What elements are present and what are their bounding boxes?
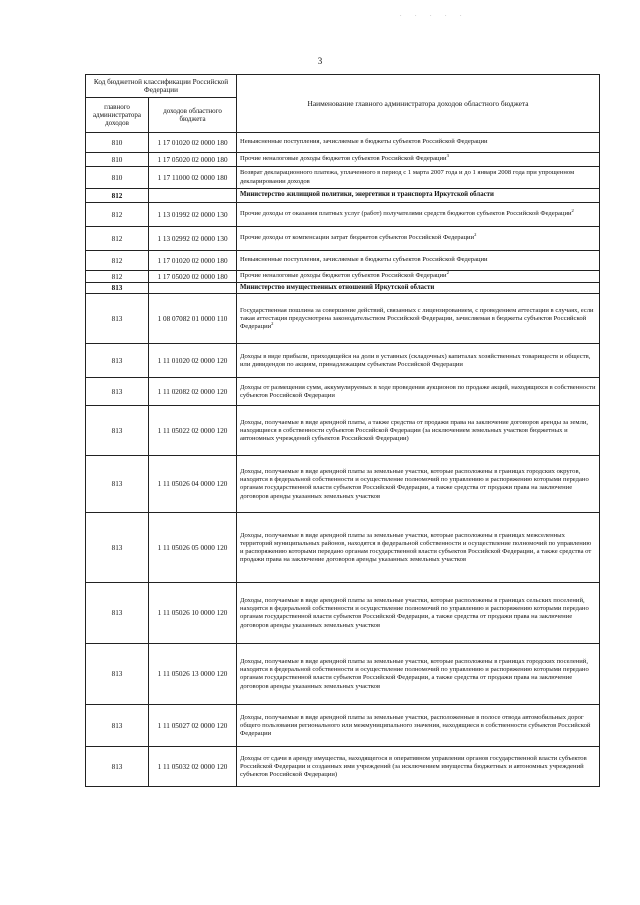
revenue-name-cell bbox=[237, 251, 600, 271]
scan-artifact: . . . . . bbox=[400, 12, 468, 18]
revenue-name-text: Министерство жилищной политики, энергетики и транспорта Иркутской области bbox=[240, 191, 494, 199]
revenue-name-cell bbox=[237, 294, 600, 344]
revenue-name-text: Доходы от размещения сумм, аккумулируемых в ходе проведения аукционов по продаже акций, находящихся в собственности субъектов Российской Федерации bbox=[240, 383, 596, 399]
revenue-name-text: Доходы, получаемые в виде арендной платы за земельные участки, расположенные в полосе отвода автомобильных дорог общего пользования регионального или межмуниципального значения, находящиеся в собственности субъектов Российской Федерации bbox=[240, 713, 591, 737]
revenue-name-cell bbox=[237, 344, 600, 378]
admin-code-cell: 810 bbox=[86, 133, 149, 153]
revenue-name-cell bbox=[237, 153, 600, 167]
admin-code-cell: 813 bbox=[86, 378, 149, 406]
revenue-code-cell bbox=[149, 189, 237, 203]
revenue-name-text: Доходы, получаемые в виде арендной платы, а также средства от продажи права на заключение договоров аренды за земли, находящиеся в собственности субъектов Российской Федерации (за исключением земельных участков бюджетных и автономных учреждений субъектов Российской Федерации) bbox=[240, 418, 589, 442]
admin-code-cell: 813 bbox=[86, 406, 149, 456]
table-row bbox=[86, 251, 600, 271]
revenue-name-text: Доходы, получаемые в виде арендной платы за земельные участки, которые расположены в границах сельских поселений, находятся в федеральной собственности и осуществление полномочий по управлению и распоряжению которыми передано органам государственной власти субъектов Российской Федерации, а также средства от продажи права на заключение договоров аренды указанных земельных участков bbox=[240, 597, 589, 629]
revenue-code-cell: 1 11 01020 02 0000 120 bbox=[149, 344, 237, 378]
revenue-name-cell bbox=[237, 406, 600, 456]
revenue-name-cell bbox=[237, 133, 600, 153]
revenue-code-cell: 1 17 05020 02 0000 180 bbox=[149, 271, 237, 283]
revenue-code-cell: 1 17 05020 02 0000 180 bbox=[149, 153, 237, 167]
table-row bbox=[86, 227, 600, 251]
revenue-name-text: Доходы, получаемые в виде арендной платы за земельные участки, которые расположены в границах межселенных территорий муниципальных районов, находятся в федеральной собственности и осуществление полномочий по управлению и распоряжению которыми передано органам государственной власти субъектов Российской Федерации, а также средства от продажи права на заключение договоров аренды указанных земельных участков bbox=[240, 531, 592, 564]
revenue-code-cell: 1 11 05026 05 0000 120 bbox=[149, 513, 237, 583]
revenue-code-cell: 1 11 05026 10 0000 120 bbox=[149, 583, 237, 644]
admin-code-cell: 813 bbox=[86, 583, 149, 644]
admin-code-cell: 813 bbox=[86, 294, 149, 344]
revenue-name-text: Государственная пошлина за совершение действий, связанных с лицензированием, с проведением аттестации в случаях, если такая аттестация предусмотрена законодательством Российской Федерации, зачисляемая в бюджеты субъектов Российской Федерации bbox=[240, 306, 594, 330]
admin-code-cell: 812 bbox=[86, 203, 149, 227]
revenue-name-text: Доходы от сдачи в аренду имущества, находящегося в оперативном управлении органов государственной власти субъектов Российской Федерации и созданных ими учреждений (за исключением имущества бюджетных и автономных учреждений субъектов Российской Федерации) bbox=[240, 754, 587, 778]
section-title bbox=[237, 189, 600, 203]
revenue-name-cell bbox=[237, 513, 600, 583]
revenue-name-cell bbox=[237, 167, 600, 189]
revenue-code-cell: 1 17 01020 02 0000 180 bbox=[149, 251, 237, 271]
table-row bbox=[86, 456, 600, 513]
admin-code-cell: 813 bbox=[86, 747, 149, 787]
revenue-name-cell bbox=[237, 747, 600, 787]
revenue-code-cell: 1 11 05026 04 0000 120 bbox=[149, 456, 237, 513]
admin-code-cell: 810 bbox=[86, 167, 149, 189]
table-row bbox=[86, 153, 600, 167]
revenue-code-cell: 1 17 11000 02 0000 180 bbox=[149, 167, 237, 189]
revenue-name-cell bbox=[237, 227, 600, 251]
revenue-code-cell bbox=[149, 283, 237, 294]
revenue-name-text: Невыясненные поступления, зачисляемые в бюджеты субъектов Российской Федерации bbox=[240, 138, 488, 146]
section-title bbox=[237, 283, 600, 294]
budget-revenue-table bbox=[85, 74, 600, 787]
revenue-code-cell: 1 11 05027 02 0000 120 bbox=[149, 705, 237, 747]
revenue-name-cell bbox=[237, 644, 600, 705]
admin-code-cell: 813 bbox=[86, 705, 149, 747]
revenue-code-cell: 1 11 05022 02 0000 120 bbox=[149, 406, 237, 456]
revenue-name-text: Прочие доходы от компенсации затрат бюджетов субъектов Российской Федерации bbox=[240, 234, 475, 242]
table-row bbox=[86, 747, 600, 787]
table-row bbox=[86, 294, 600, 344]
revenue-name-text: Прочие доходы от оказания платных услуг (работ) получателями средств бюджетов субъектов Российской Федерации bbox=[240, 210, 572, 218]
header-classification-code: Код бюджетной классификации Российской Федерации bbox=[86, 75, 237, 98]
admin-code-cell: 813 bbox=[86, 456, 149, 513]
table-row bbox=[86, 705, 600, 747]
admin-code-cell: 813 bbox=[86, 513, 149, 583]
revenue-code-cell: 1 17 01020 02 0000 180 bbox=[149, 133, 237, 153]
admin-code-cell: 812 bbox=[86, 227, 149, 251]
table-row bbox=[86, 344, 600, 378]
revenue-name-text: Доходы в виде прибыли, приходящейся на доли в уставных (складочных) капиталах хозяйственных товариществ и обществ, или дивидендов по акциям, принадлежащим субъектам Российской Федерации bbox=[240, 352, 591, 368]
revenue-code-cell: 1 08 07082 01 0000 110 bbox=[149, 294, 237, 344]
page-number: 3 bbox=[317, 56, 323, 66]
table-row bbox=[86, 203, 600, 227]
footnote-marker: 2 bbox=[271, 320, 274, 326]
footnote-marker: 3 bbox=[446, 153, 449, 159]
table-row bbox=[86, 133, 600, 153]
revenue-name-text: Прочие неналоговые доходы бюджетов субъектов Российской Федерации bbox=[240, 155, 447, 163]
admin-code-cell: 812 bbox=[86, 251, 149, 271]
admin-code-cell: 812 bbox=[86, 189, 149, 203]
header-administrator-name: Наименование главного администратора доходов областного бюджета bbox=[237, 75, 600, 133]
revenue-name-text: Доходы, получаемые в виде арендной платы за земельные участки, которые расположены в границах городских поселений, находятся в федеральной собственности и осуществление полномочий по управлению и распоряжению которыми передано органам государственной власти субъектов Российской Федерации, а также средства от продажи права на заключение договоров аренды указанных земельных участков bbox=[240, 658, 589, 690]
header-revenue-code: доходов областного бюджета bbox=[149, 98, 237, 133]
footnote-marker: 2 bbox=[474, 232, 477, 238]
table-row bbox=[86, 583, 600, 644]
footnote-marker: 2 bbox=[571, 208, 574, 214]
revenue-code-cell: 1 11 05032 02 0000 120 bbox=[149, 747, 237, 787]
table-row bbox=[86, 167, 600, 189]
admin-code-cell: 813 bbox=[86, 644, 149, 705]
admin-code-cell: 812 bbox=[86, 271, 149, 283]
table-row bbox=[86, 378, 600, 406]
admin-code-cell: 810 bbox=[86, 153, 149, 167]
revenue-name-text: Прочие неналоговые доходы бюджетов субъектов Российской Федерации bbox=[240, 272, 447, 280]
revenue-name-cell bbox=[237, 203, 600, 227]
admin-code-cell: 813 bbox=[86, 283, 149, 294]
footnote-marker: 2 bbox=[446, 270, 449, 276]
header-main-administrator: главного администратора доходов bbox=[86, 98, 149, 133]
revenue-code-cell: 1 13 02992 02 0000 130 bbox=[149, 227, 237, 251]
admin-code-cell: 813 bbox=[86, 344, 149, 378]
revenue-name-cell bbox=[237, 378, 600, 406]
table-row bbox=[86, 513, 600, 583]
revenue-name-cell bbox=[237, 583, 600, 644]
revenue-code-cell: 1 11 02082 02 0000 120 bbox=[149, 378, 237, 406]
revenue-code-cell: 1 11 05026 13 0000 120 bbox=[149, 644, 237, 705]
table-row bbox=[86, 644, 600, 705]
revenue-code-cell: 1 13 01992 02 0000 130 bbox=[149, 203, 237, 227]
revenue-name-cell bbox=[237, 456, 600, 513]
table-body bbox=[86, 133, 600, 787]
table-row bbox=[86, 271, 600, 283]
revenue-name-text: Возврат декларационного платежа, уплаченного в период с 1 марта 2007 года и до 1 января 2008 года при упрощенном декларировании доходов bbox=[240, 169, 575, 185]
revenue-name-text: Министерство имущественных отношений Иркутской области bbox=[240, 284, 435, 291]
revenue-name-cell bbox=[237, 705, 600, 747]
section-row bbox=[86, 283, 600, 294]
revenue-name-cell bbox=[237, 271, 600, 283]
section-row bbox=[86, 189, 600, 203]
revenue-name-text: Доходы, получаемые в виде арендной платы за земельные участки, которые расположены в границах городских округов, находятся в федеральной собственности и осуществление полномочий по управлению и распоряжению которыми передано органам государственной власти субъектов Российской Федерации, а также средства от продажи права на заключение договоров аренды указанных земельных участков bbox=[240, 468, 589, 500]
table-row bbox=[86, 406, 600, 456]
revenue-name-text: Невыясненные поступления, зачисляемые в бюджеты субъектов Российской Федерации bbox=[240, 256, 488, 264]
